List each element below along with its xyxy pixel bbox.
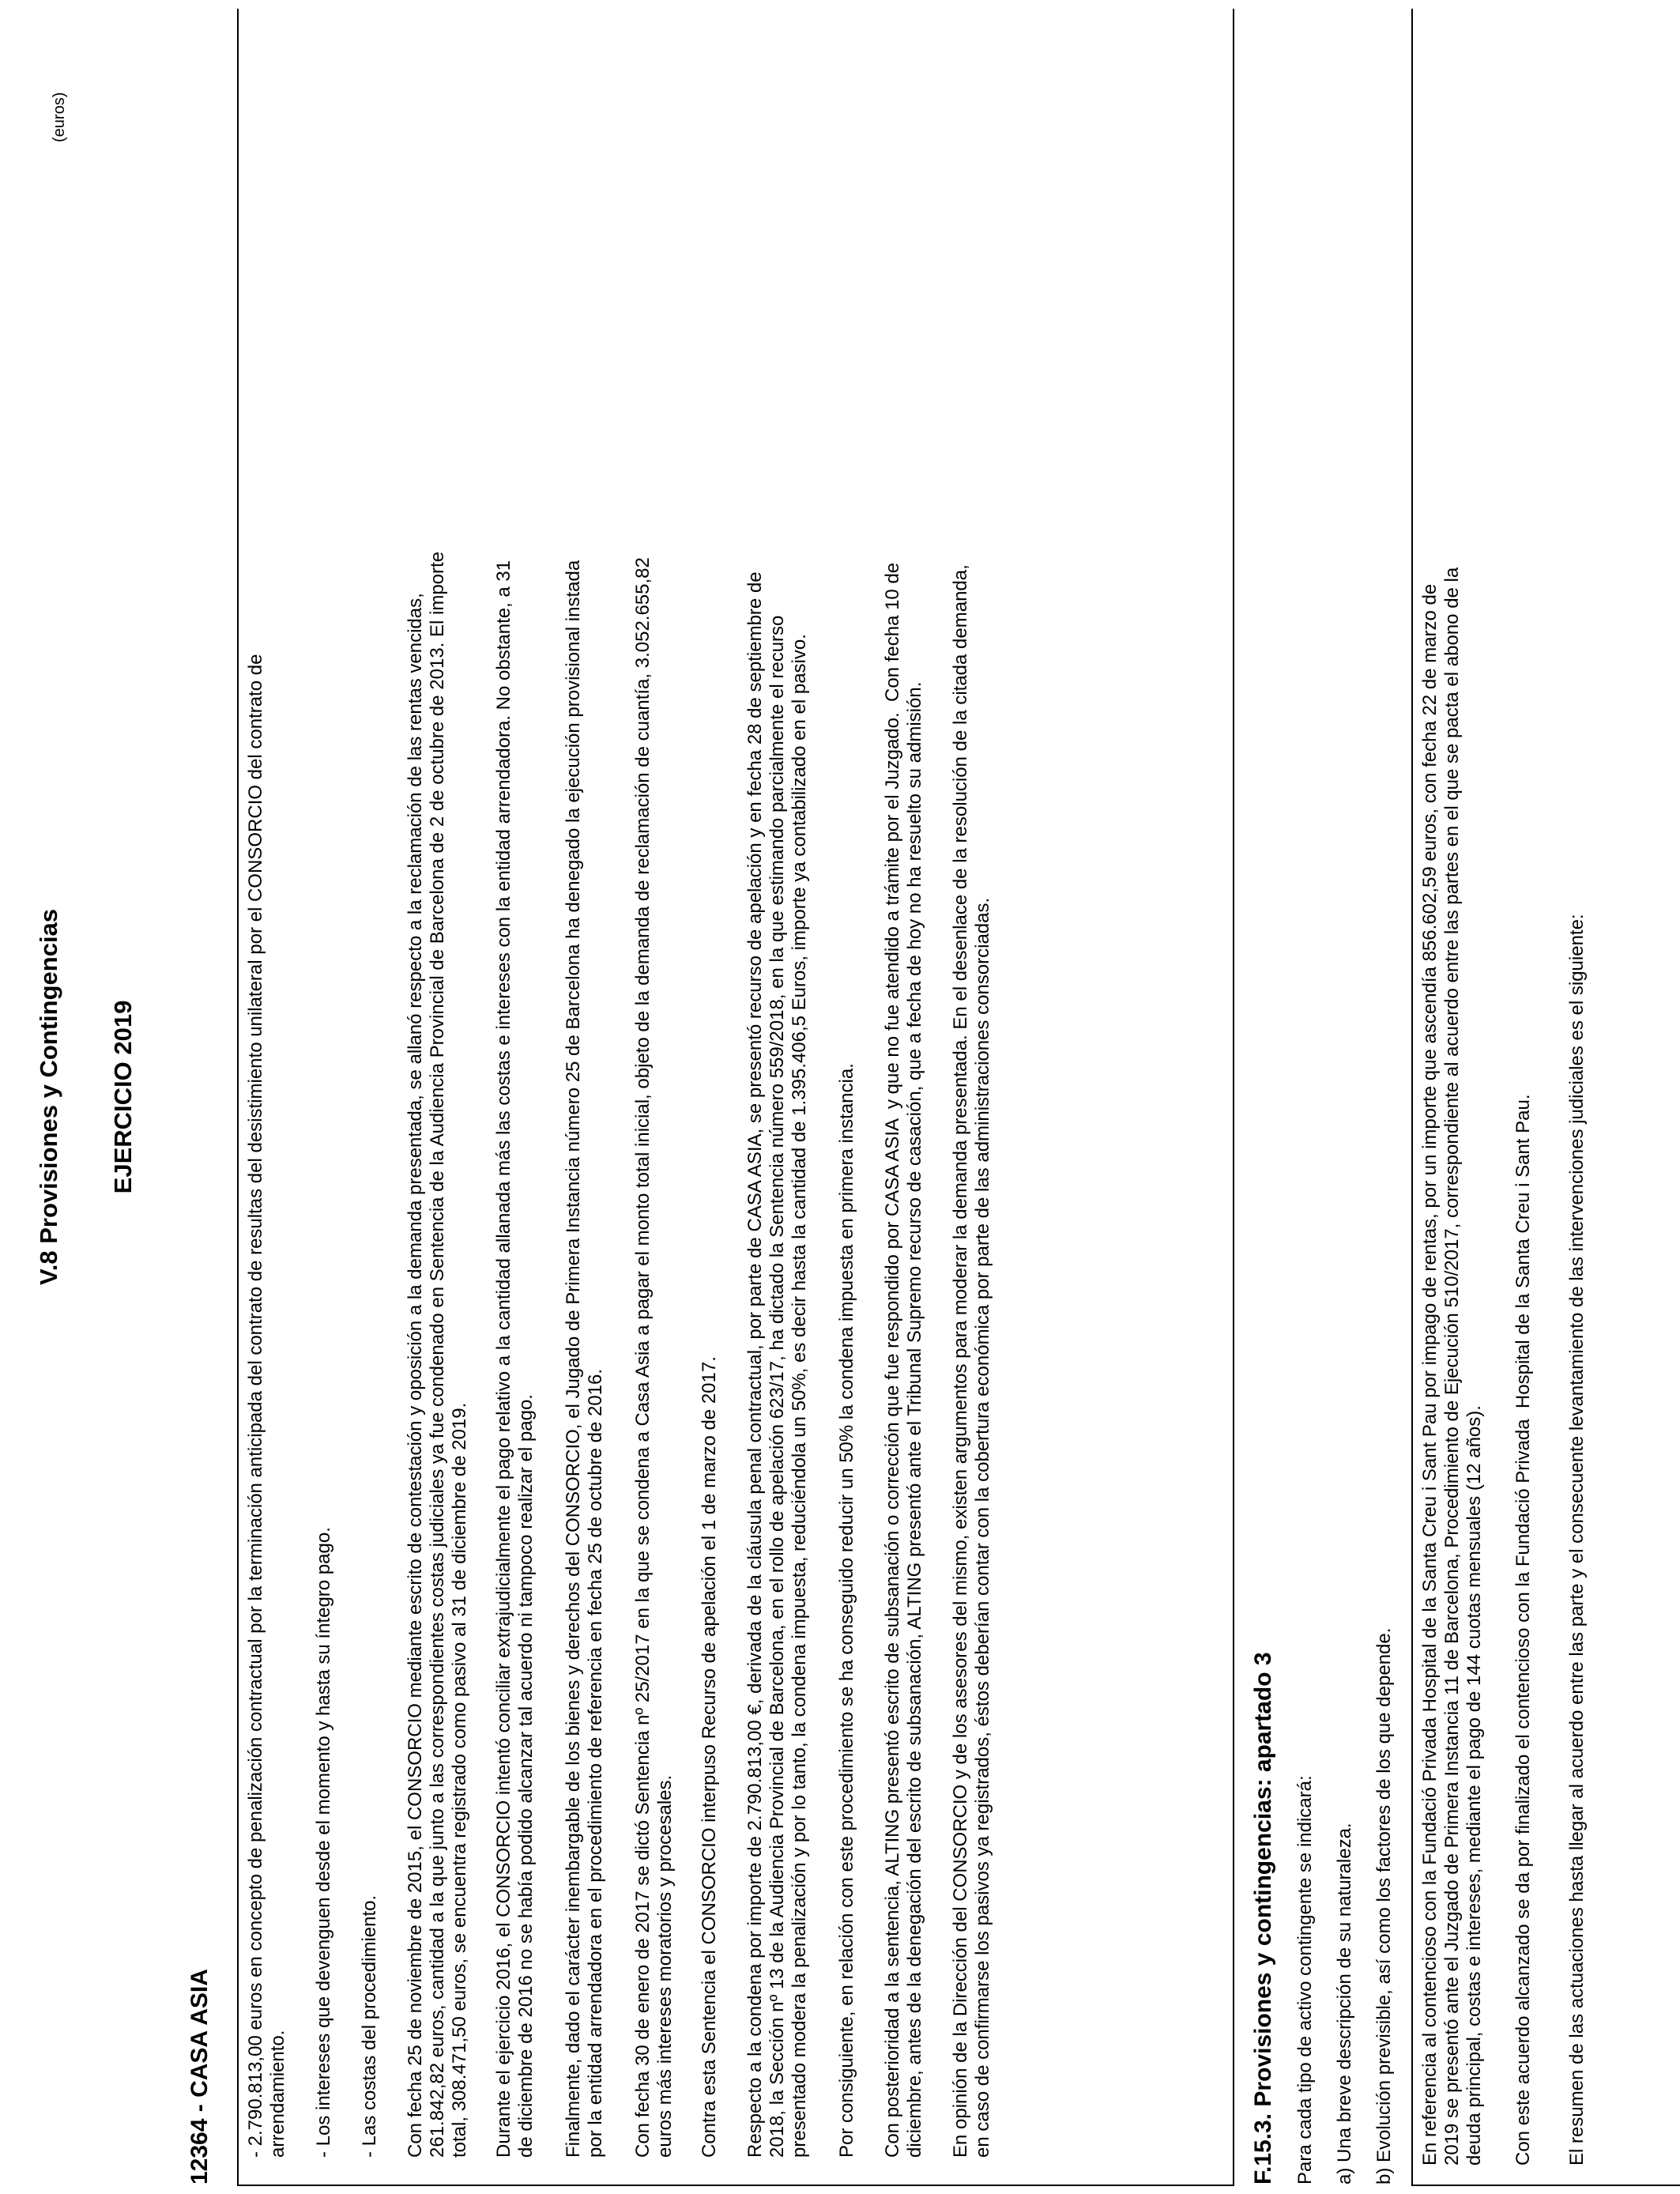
section-title: V.8 Provisiones y Contingencias [35,908,62,1286]
case-paragraph-alting: Con posterioridad a la sentencia, ALTING presentó escrito de subsanación o corrección que fue respondido por CASA ASIA y que no fue atendido a trámite por el Juzgado. Con fecha 10 de diciembre, antes de la denegación del escrito de subsanación, ALTING presentó ante el Tribunal Supremo recurso de casación, que a fecha de hoy no ha resuelto su admisión. [882,562,925,2158]
provisions-box [1411,9,1680,2186]
case-paragraph-inembargable: Finalmente, dado el carácter inembargable de los bienes y derechos del CONSORCIO, el Jugado de Primera Instancia número 25 de Barcelona ha denegado la ejecución provisional instada por la entidad arrendadora en el procedimiento de referencia en fecha 25 de octubre de 2016. [563,560,606,2158]
case-item-2: - Los intereses que devenguen desde el momento y hasta su íntegro pago. [313,1527,334,2158]
provisions-paragraph-referencia: En referencia al contencioso con la Fundació Privada Hospital de la Santa Creu i Sant Pau por impago de rentas, por un importe que ascendía 856.602,59 euros, con fecha 22 de marzo de 2019 se presentó ante el Juzgado de Primera Instancia 11 de Barcelona, Procedimiento de Ejecución 510/2017, correspondiente al acuerdo entre las partes en el que se pacta el abono de la deuda principal, costas e intereses, mediante el pago de 144 cuotas mensuales (12 años). [1419,567,1485,2166]
case-paragraph-sentencia: Con fecha 30 de enero de 2017 se dictó Sentencia nº 25/2017 en la que se condena a Casa Asia a pagar el monto total inicial, objeto de la demanda de reclamación de cuantía, 3.052.655,82 euros más intereses moratorios y procesales. [632,557,676,2158]
provisions-item-a: a) Una breve descripción de su naturaleza. [1334,1823,1355,2185]
case-paragraph-opinion: En opinión de la Dirección del CONSORCIO y de los asesores del mismo, existen argumentos para moderar la demanda presentada. En el desenlace de la resolución de la citada demanda, en caso de confirmarse los pasivos ya registrados, éstos deberían contar con la cobertura económica por parte de las administraciones consorciadas. [950,564,993,2158]
case-paragraph-2016: Durante el ejercicio 2016, el CONSORCIO intentó conciliar extrajudicialmente el pago relativo a la cantidad allanada más las costas e intereses con la entidad arrendadora. No obstante, a 31 de diciembre de 2016 no se había podido alcanzar tal acuerdo ni tampoco realizar el pago. [493,560,537,2158]
provisions-title: F.15.3. Provisiones y contingencias: apartado 3 [1250,1652,1276,2185]
case-paragraph-apelacion: Contra esta Sentencia el CONSORCIO interpuso Recurso de apelación el 1 de marzo de 2017. [699,1356,720,2158]
case-item-1: - 2.790.813,00 euros en concepto de penalización contractual por la terminación anticipada del contrato de resultas del desistimiento unilateral por el CONSORCIO del contrato de arrendamiento. [245,654,288,2158]
year-title: EJERCICIO 2019 [109,1000,137,1194]
case-box [237,9,1234,2186]
case-paragraph-allanamiento: Con fecha 25 de noviembre de 2015, el CONSORCIO mediante escrito de contestación y oposición a la demanda presentada, se allanó respecto a la reclamación de las rentas vencidas, 261.842,82 euros, cantidad a la que junto a las correspondientes costas judiciales ya fue condenado en Sentencia de la Audiencia Provincial de Barcelona de 2 de octubre de 2013. El importe total, 308.471,50 euros, se encuentra registrado como pasivo al 31 de diciembre de 2019. [405,551,470,2158]
provisions-paragraph-acuerdo: Con este acuerdo alcanzado se da por finalizado el contencioso con la Fundació Privada Hospital de la Santa Creu i Sant Pau. [1512,1094,1534,2166]
case-paragraph-condena: Respecto a la condena por importe de 2.790.813,00 €, derivada de la cláusula penal contractual, por parte de CASA ASIA, se presentó recurso de apelación y en fecha 28 de septiembre de 2018, la Sección nº 13 de la Audiencia Provincial de Barcelona, en el rollo de apelación 623/17, ha dictado la Sentencia número 559/2018, en la que estimando parcialmente el recurso presentado modera la penalización y por lo tanto, la condena impuesta, reduciéndola un 50%, es decir hasta la cantidad de 1.395.406,5 Euros, importe ya contabilizado en el pasivo. [744,571,810,2158]
provisions-item-b: b) Evolución previsible, así como los factores de los que depende. [1373,1627,1395,2185]
case-paragraph-consiguiente: Por consiguiente, en relación con este procedimiento se ha conseguido reducir un 50% la condena impuesta en primera instancia. [836,1063,857,2158]
unit-label: (euros) [51,92,68,142]
case-item-3: - Las costas del procedimiento. [359,1894,380,2158]
provisions-intro: Para cada tipo de activo contingente se indicará: [1294,1775,1316,2185]
case-title: 12364 - CASA ASIA [186,1969,213,2185]
provisions-paragraph-resumen: El resumen de las actuaciones hasta llegar al acuerdo entre las parte y el consecuente levantamiento de las intervenciones judiciales es el siguiente: [1566,914,1588,2166]
